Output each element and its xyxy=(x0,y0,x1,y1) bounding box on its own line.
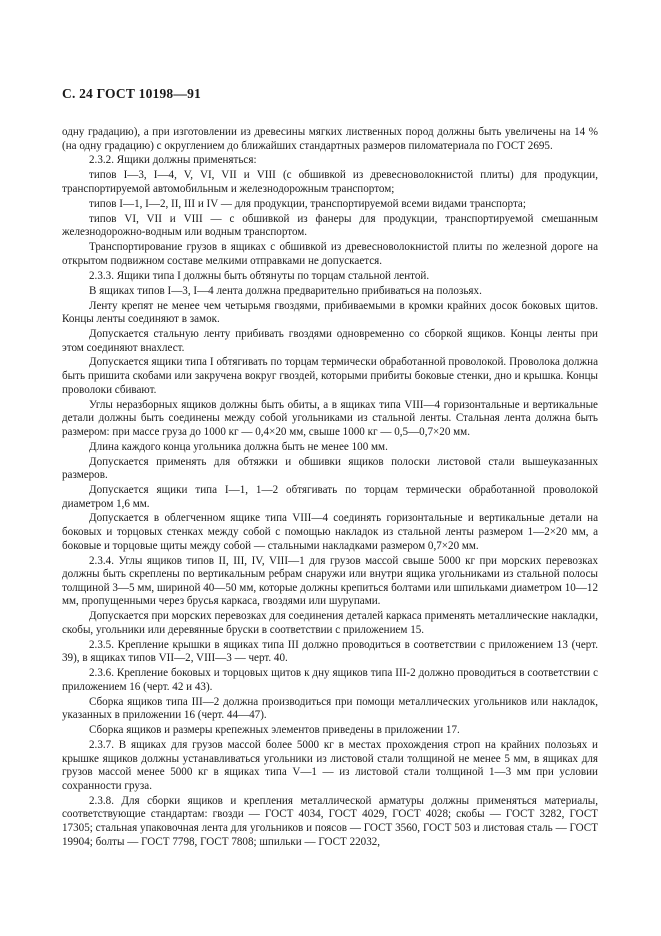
paragraph: 2.3.8. Для сборки ящиков и крепления металлической арматуры должны применяться материалы, соответствующие стандартам: гвозди — ГОСТ 4034, ГОСТ 4029, ГОСТ 4028; скобы — ГОСТ 3282, ГОСТ 17305; стальная упаковочная лента для угольников и поясов — ГОСТ 3560, ГОСТ 503 и листовая сталь — ГОСТ 19904; болты — ГОСТ 7798, ГОСТ 7808; шпильки — ГОСТ 22032, xyxy=(62,794,598,848)
paragraph: Транспортирование грузов в ящиках с обшивкой из древесноволокнистой плиты по железной дороге на открытом подвижном составе мелкими отправками не допускается. xyxy=(62,241,598,267)
paragraph: Сборка ящиков типа III—2 должна производиться при помощи металлических угольников или накладок, указанных в приложении 16 (черт. 44—47). xyxy=(62,695,598,722)
paragraph: Допускается применять для обтяжки и обшивки ящиков полоски листовой стали вышеуказанных размеров. xyxy=(62,455,598,482)
paragraph: Допускается ящики типа I обтягивать по торцам термически обработанной проволокой. Проволока должна быть пришита скобами или закручена вокруг гвоздей, которыми прибиты боковые стенки, дно и крышка. Концы проволоки сбивают. xyxy=(62,356,598,396)
paragraph: 2.3.3. Ящики типа I должны быть обтянуты по торцам стальной лентой. xyxy=(89,269,430,282)
paragraph: Допускается стальную ленту прибивать гвоздями одновременно со сборкой ящиков. Концы ленты при этом соединяют внахлест. xyxy=(62,327,598,354)
paragraph: Ленту крепят не менее чем четырьмя гвоздями, прибиваемыми в кромки крайних досок боковых щитов. Концы ленты соединяют в замок. xyxy=(62,299,598,326)
paragraph: Сборка ящиков и размеры крепежных элементов приведены в приложении 17. xyxy=(89,724,460,737)
paragraph: типов VI, VII и VIII — с обшивкой из фанеры для продукции, транспортируемой смешанным железнодорожно-водным или водным транспортом. xyxy=(62,212,598,239)
paragraph: Допускается в облегченном ящике типа VIII—4 соединять горизонтальные и вертикальные детали на боковых и торцовых стенках между собой с помощью накладок из стальной ленты размером 1—2×20 мм, а боковые и торцовые щиты между собой — стальными накладками размером 0,7×20 мм. xyxy=(62,512,598,552)
page-header: С. 24 ГОСТ 10198—91 xyxy=(62,86,201,101)
document-body xyxy=(62,126,598,849)
paragraph: Допускается при морских перевозках для соединения деталей каркаса применять металлические накладки, скобы, угольники или деревянные бруски в соответствии с приложением 15. xyxy=(62,610,598,636)
paragraph: 2.3.2. Ящики должны применяться: xyxy=(89,154,257,167)
paragraph: В ящиках типов I—3, I—4 лента должна предварительно прибиваться на полозьях. xyxy=(89,284,482,297)
paragraph: типов I—1, I—2, II, III и IV — для продукции, транспортируемой всеми видами транспорта; xyxy=(89,197,526,210)
paragraph: 2.3.7. В ящиках для грузов массой более 5000 кг в местах прохождения строп на крайних полозьях и крышке ящиков должны устанавливаться угольники из листовой стали толщиной не менее 5 мм, в ящиках для грузов массой менее 5000 кг в ящиках типа V—1 — из листовой стали толщиной 1—3 мм при условии сохранности груза. xyxy=(62,739,598,792)
paragraph: Длина каждого конца угольника должна быть не менее 100 мм. xyxy=(89,440,388,453)
paragraph: 2.3.4. Углы ящиков типов II, III, IV, VIII—1 для грузов массой свыше 5000 кг при морских перевозках должны быть скреплены по вертикальным ребрам снаружи или внутри ящика угольниками из стальной полосы толщиной 3—5 мм, шириной 40—50 мм, которые должны крепиться болтами или шпильками диаметром 10—12 мм, пропущенными через брусья каркаса, гвоздями или шурупами. xyxy=(62,554,598,608)
paragraph: Углы неразборных ящиков должны быть обиты, а в ящиках типа VIII—4 горизонтальные и вертикальные детали должны быть соединены между собой угольниками из стальной ленты. Стальная лента должна быть размером: при массе груза до 1000 кг — 0,4×20 мм, свыше 1000 кг — 0,5—0,7×20 мм. xyxy=(62,398,598,438)
paragraph: Допускается ящики типа I—1, 1—2 обтягивать по торцам термически обработанной проволокой диаметром 1,6 мм. xyxy=(62,484,598,510)
paragraph: типов I—3, I—4, V, VI, VII и VIII (с обшивкой из древесноволокнистой плиты) для продукции, транспортируемой автомобильным и железнодорожным транспортом; xyxy=(62,169,598,195)
paragraph: 2.3.6. Крепление боковых и торцовых щитов к дну ящиков типа III-2 должно проводиться в соответствии с приложением 16 (черт. 42 и 43). xyxy=(62,667,598,693)
paragraph: 2.3.5. Крепление крышки в ящиках типа III должно проводиться в соответствии с приложением 13 (черт. 39), в ящиках типов VII—2, VIII—3 — черт. 40. xyxy=(62,638,598,665)
paragraph: одну градацию), а при изготовлении из древесины мягких лиственных пород должны быть увеличены на 14 % (на одну градацию) с округлением до ближайших стандартных размеров пиломатериала по ГОСТ 2695. xyxy=(62,126,598,152)
